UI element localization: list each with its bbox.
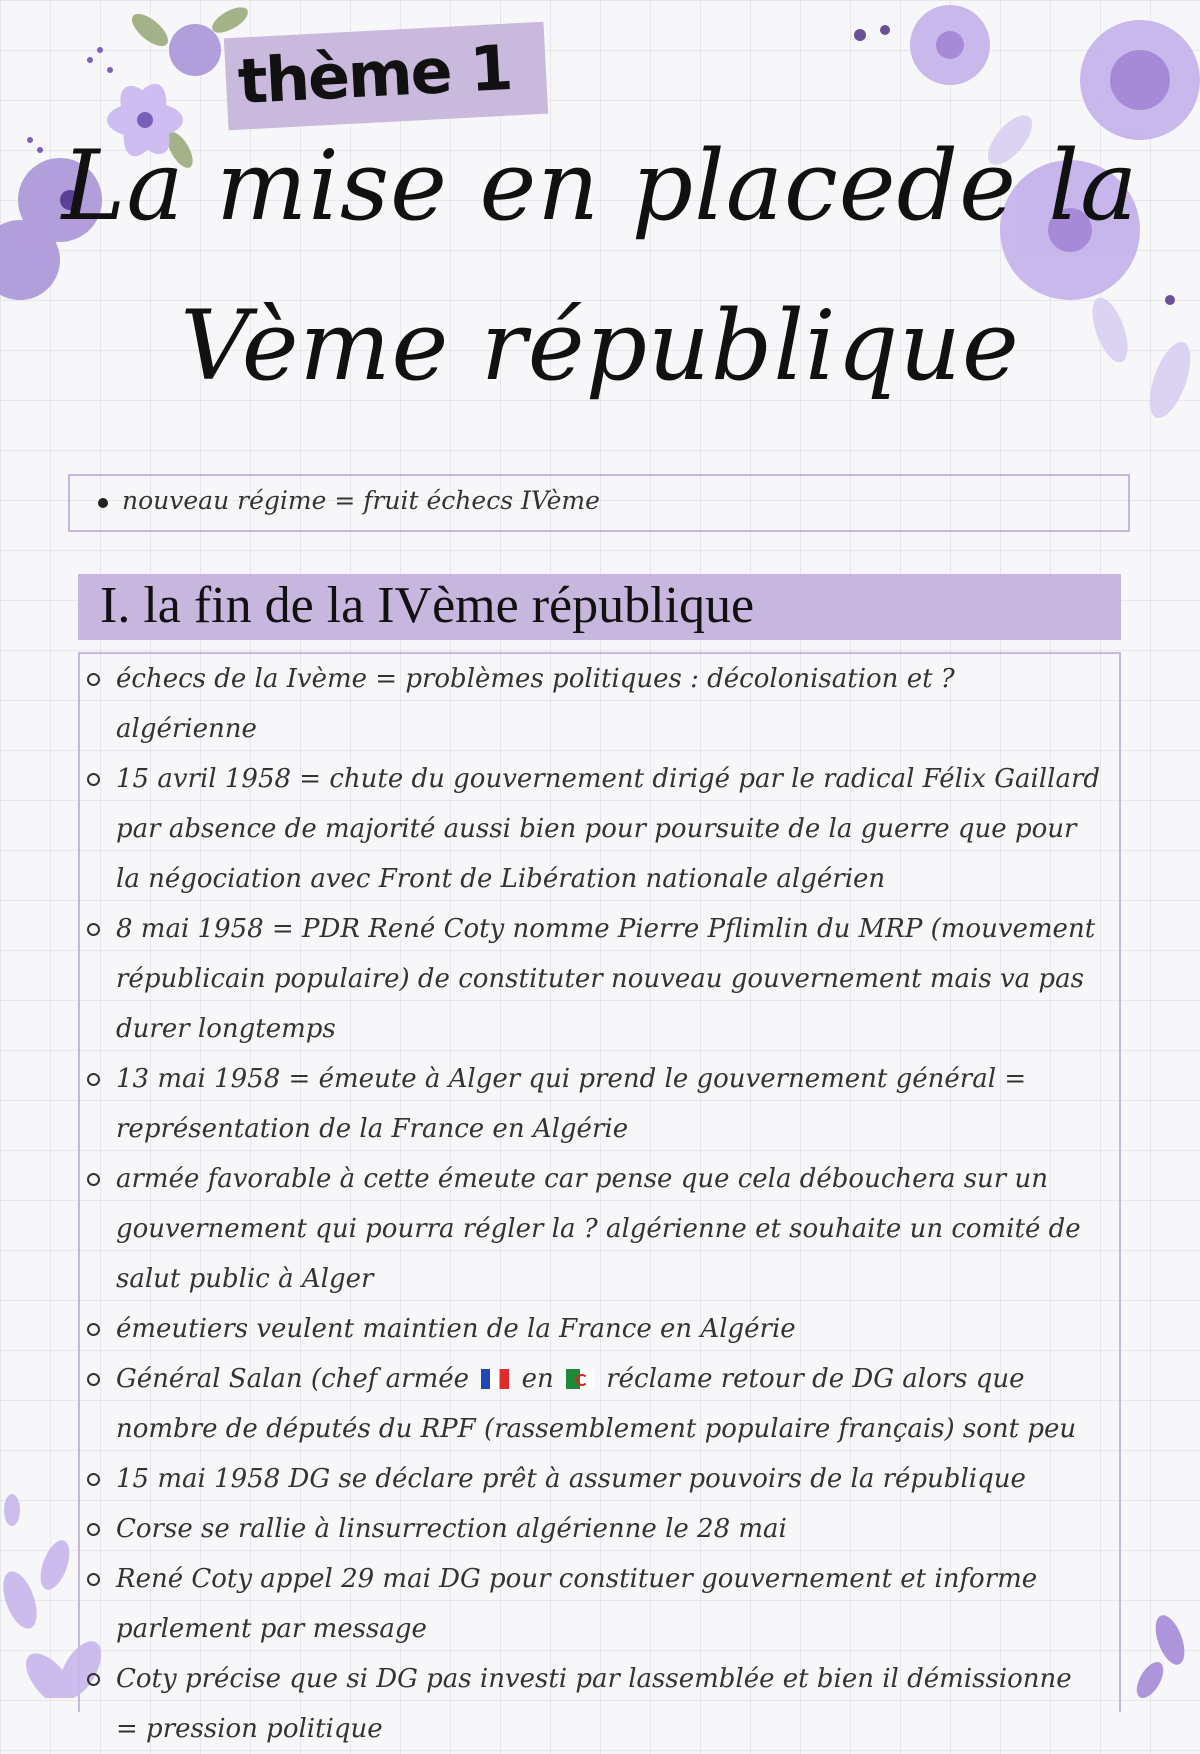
list-item: échecs de la Ivème = problèmes politiques : décolonisation et ? algérienne bbox=[80, 654, 1119, 754]
page-title-line1: La mise en placede la bbox=[61, 130, 1139, 242]
list-item: 15 mai 1958 DG se déclare prêt à assumer pouvoirs de la république bbox=[80, 1454, 1119, 1504]
list-item: René Coty appel 29 mai DG pour constituer gouvernement et informe parlement par message bbox=[80, 1554, 1119, 1654]
flower-decoration-bottom-right bbox=[1120, 1600, 1200, 1698]
intro-text: nouveau régime = fruit échecs IVème bbox=[122, 486, 600, 515]
salan-text-part1: Général Salan (chef armée bbox=[116, 1364, 470, 1394]
list-item: 15 avril 1958 = chute du gouvernement dirigé par le radical Félix Gaillard par absence de majorité aussi bien pour poursuite de la guerre que pour la négociation avec Front de Libération nationale algérien bbox=[80, 754, 1119, 904]
list-item: Corse se rallie à linsurrection algérienne le 28 mai bbox=[80, 1504, 1119, 1554]
list-item: armée favorable à cette émeute car pense que cela débouchera sur un gouvernement qui pourra régler la ? algérienne et souhaite un comité de salut public à Alger bbox=[80, 1154, 1119, 1304]
list-item: émeutiers veulent maintien de la France en Algérie bbox=[80, 1304, 1119, 1354]
salan-text-part3: réclame retour de DG alors que nombre de députés du RPF (rassemblement populaire français) sont peu bbox=[116, 1364, 1077, 1444]
section-heading-band bbox=[78, 574, 1121, 640]
algerian-flag-icon bbox=[566, 1369, 594, 1389]
salan-text-part2: en bbox=[521, 1364, 554, 1394]
list-item: 13 mai 1958 = émeute à Alger qui prend le gouvernement général = représentation de la France en Algérie bbox=[80, 1054, 1119, 1154]
theme-label: thème 1 bbox=[236, 30, 513, 119]
section-heading: I. la fin de la IVème république bbox=[100, 577, 755, 634]
intro-box bbox=[68, 474, 1130, 532]
list-item: 8 mai 1958 = PDR René Coty nomme Pierre Pflimlin du MRP (mouvement républicain populaire) de constituter nouveau gouvernement mais va pas durer longtemps bbox=[80, 904, 1119, 1054]
list-item-salan bbox=[80, 1354, 1119, 1454]
section-content-box bbox=[78, 652, 1121, 1744]
french-flag-icon bbox=[481, 1369, 509, 1389]
page-title-line2: Vème république bbox=[180, 290, 1020, 402]
bullet-icon bbox=[98, 498, 108, 508]
bullet-list bbox=[80, 654, 1119, 1754]
list-item: Coty précise que si DG pas investi par lassemblée et bien il démissionne = pression politique bbox=[80, 1654, 1119, 1754]
